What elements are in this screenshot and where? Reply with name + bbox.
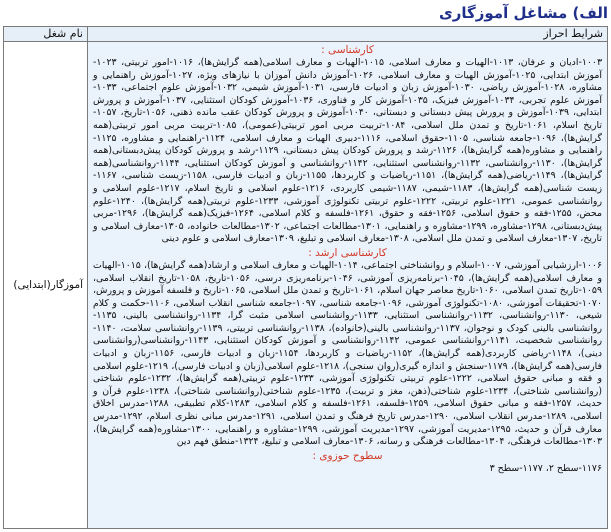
header-conditions: شرایط احراز [88,27,608,42]
section-heading-bachelor: کارشناسی : [321,44,374,56]
conditions-cell [88,42,608,529]
section-heading-master: کارشناسی ارشد : [308,246,387,259]
table-row [4,42,608,529]
page-title: الف) مشاغل آموزگاری [439,4,608,22]
table-header-row [4,27,608,42]
header-job: نام شغل [4,27,88,42]
section-heading-seminary: سطوح حوزوی : [312,449,383,462]
section-body-seminary: ۱۱۷۶-سطح ۲، ۱۱۷۷-سطح ۳ [489,462,602,474]
section-body-master: ۱۰۰۶-ارزشیابی آموزشی، ۱۰۰۷-اسلام و روانشناختی اجتماعی، ۱۰۱۴-الهیات و معارف اسلامی و ارشاد(همه گرایش‌ها)، ۱۰۱۵-الهیات و معارف اسلامی(همه گرایش‌ها)، ۱۰۴۵-برنامه‌ریزی آموزشی، ۱۰۴۶-برنامه‌ریزی درسی، ۱۰۵۶-تاریخ، ۱۰۵۸-تاریخ انقلاب اسلامی، ۱۰۵۹-تاریخ تمدن اسلامی، ۱۰۶۰-تاریخ معاصر جهان اسلام، ۱۰۶۱-تاریخ و تمدن ملل اسلامی، ۱۰۶۵-تاریخ و فلسفه آموزش و پرورش، ۱۰۷۰-تحقیقات آموزشی، ۱۰۸۰-تکنولوژی آموزشی، ۱۰۹۶-جامعه شناسی، ۱۰۹۷-جامعه شناسی انقلاب اسلامی، ۱۱۰۶-حکمت و کلام شیعی، ۱۱۳۰-روانشناسی، ۱۱۳۲-روانشناسی استثنایی، ۱۱۳۳-روانشناسی اسلامی مثبت گرا، ۱۱۳۴-روانشناسی بالینی، ۱۱۳۵-روانشناسی بالینی کودک و نوجوان، ۱۱۳۷-روانشناسی بالینی(خانواده)، ۱۱۳۸-روانشناسی تربیتی، ۱۱۳۹-روانشناسی سلامت، ۱۱۴۰-روانشناسی شخصیت، ۱۱۴۱-روانشناسی عمومی، ۱۱۴۲-روانشناسی و آموزش کودکان استثنایی، ۱۱۴۳-روانشناسی(روانشناسی دینی)، ۱۱۴۸-ریاضی کاربردی(همه گرایش‌ها)، ۱۱۵۲-ریاضیات و کاربردها، ۱۱۵۴-زبان و ادبیات فارسی، ۱۱۵۶-زبان و ادبیات فارسی(همه گرایش‌ها)، ۱۱۷۹-سنجش و اندازه گیری(روان سنجی)، ۱۲۱۸-علوم اسلامی(زبان و ادبیات فارسی)، ۱۲۱۹-علوم اسلامی و فقه و مبانی حقوق اسلامی، ۱۲۲۲-علوم تربیتی تکنولوژی آموزشی، ۱۲۳۳-علوم تربیتی(همه گرایش‌ها)، ۱۲۳۲-علوم شناختی (روانشناسی شناختی)، ۱۲۳۴-علوم شناختی(ذهن، مغز و تربیت)، ۱۲۳۵-علوم شناختی(روانشناسی شناختی)، ۱۲۳۸-علوم قرآن و حدیث، ۱۲۵۷-فقه و مبانی حقوق اسلامی، ۱۲۵۹-فلسفه، ۱۲۶۱-فلسفه و کلام اسلامی، ۱۲۸۳-کلام تطبیقی، ۱۲۸۸-مدرس اخلاق اسلامی، ۱۲۸۹-مدرس انقلاب اسلامی، ۱۲۹۰-مدرس تاریخ فرهنگ و تمدن اسلامی، ۱۲۹۱-مدرس مبانی نظری اسلام، ۱۲۹۲-مدرس معارف قرآن و حدیث، ۱۲۹۵-مدیریت آموزشی، ۱۲۹۷-مدیریت آموزشی، ۱۲۹۹-مشاوره و راهنمایی، ۱۳۰۰-مشاوره(همه گرایش‌ها)، ۱۳۰۳-مطالعات فرهنگی، ۱۳۰۴-مطالعات فرهنگی و رسانه، ۱۳۰۶-معارف اسلامی و تبلیغ، ۱۳۲۴-منطق فهم دین [93,259,603,448]
section-body-bachelor: ۱۰۰۳-ادیان و عرفان، ۱۰۱۳-الهیات و معارف اسلامی، ۱۰۱۵-الهیات و معارف اسلامی(همه گرایش‌ها)، ۱۰۱۶-امور تربیتی، ۱۰۲۳-آموزش ابتدایی، ۱۰۲۵-آموزش الهیات و معارف اسلامی، ۱۰۲۶-آموزش دانش آموزان با نیازهای ویژه، ۱۰۲۷-آموزش راهنمایی و مشاوره، ۱۰۲۸-آموزش ریاضی، ۱۰۳۰-آموزش زبان و ادبیات فارسی، ۱۰۳۱-آموزش شیمی، ۱۰۳۲-آموزش علوم اجتماعی، ۱۰۳۳-آموزش علوم تجربی، ۱۰۳۴-آموزش فیزیک، ۱۰۳۵-آموزش کار و فناوری، ۱۰۳۶-آموزش کودکان استثنایی، ۱۰۳۷-آموزش و پرورش ابتدایی، ۱۰۳۹-آموزش و پرورش پیش دبستانی و دبستانی، ۱۰۴۰-آموزش و پرورش کودکان عقب مانده ذهنی، ۱۰۵۶-تاریخ، ۱۰۵۷-تاریخ اسلام، ۱۰۶۱-تاریخ و تمدن ملل اسلامی، ۱۰۸۴-تربیت مربی امور تربیتی(عمومی)، ۱۰۸۵-تربیت مربی امور تربیتی(همه گرایش‌ها)، ۱۰۹۶-جامعه شناسی، ۱۱۰۵-حقوق اسلامی، ۱۱۱۶-دبیری الهیات و معارف اسلامی، ۱۱۲۴-راهنمایی و مشاوره، ۱۱۲۵-راهنمایی و مشاوره(همه گرایش‌ها)، ۱۱۲۶-رشد و پرورش کودکان پیش دبستانی، ۱۱۲۹-رشد و پرورش کودکان پیش‌دبستانی(همه گرایش‌ها)، ۱۱۳۰-روانشناسی، ۱۱۳۲-روانشناسی استثنایی، ۱۱۴۲-روانشناسی و آموزش کودکان استثنایی، ۱۱۴۴-روانشناسی(همه گرایش‌ها)، ۱۱۴۹-ریاضی(همه گرایش‌ها)، ۱۱۵۱-ریاضیات و کاربردها، ۱۱۵۵-زبان و ادبیات فارسی، ۱۱۵۸-زیست شناسی، ۱۱۶۷-زیست شناسی(همه گرایش‌ها)، ۱۱۸۳-شیمی، ۱۱۸۷-شیمی کاربردی، ۱۲۱۶-علوم اسلامی و تاریخ اسلام، ۱۲۱۷-علوم اسلامی و روانشناسی عمومی، ۱۲۲۱-علوم تربیتی، ۱۲۲۲-علوم تربیتی تکنولوژی آموزشی، ۱۲۳۳-علوم تربیتی(همه گرایش‌ها)، ۱۲۴۰-علوم محض، ۱۲۵۵-فقه و حقوق اسلامی، ۱۲۵۶-فقه و حقوق، ۱۲۶۱-فلسفه و کلام اسلامی، ۱۲۶۴-فیزیک(همه گرایش‌ها)، ۱۲۹۶-مربی پیش‌دبستانی، ۱۲۹۸-مشاوره، ۱۲۹۹-مشاوره و راهنمایی، ۱۳۰۱-مطالعات اجتماعی، ۱۳۰۲-مطالعات خانواده، ۱۳۰۵-معارف اسلامی و تاریخ، ۱۳۰۷-معارف اسلامی و تمدن ملل اسلامی، ۱۳۰۸-معارف اسلامی و تبلیغ، ۱۳۰۹-معارف اسلامی و علوم دینی [93,57,603,245]
job-name-cell: آموزگار(ابتدایی) [4,42,88,529]
job-table [3,26,608,529]
